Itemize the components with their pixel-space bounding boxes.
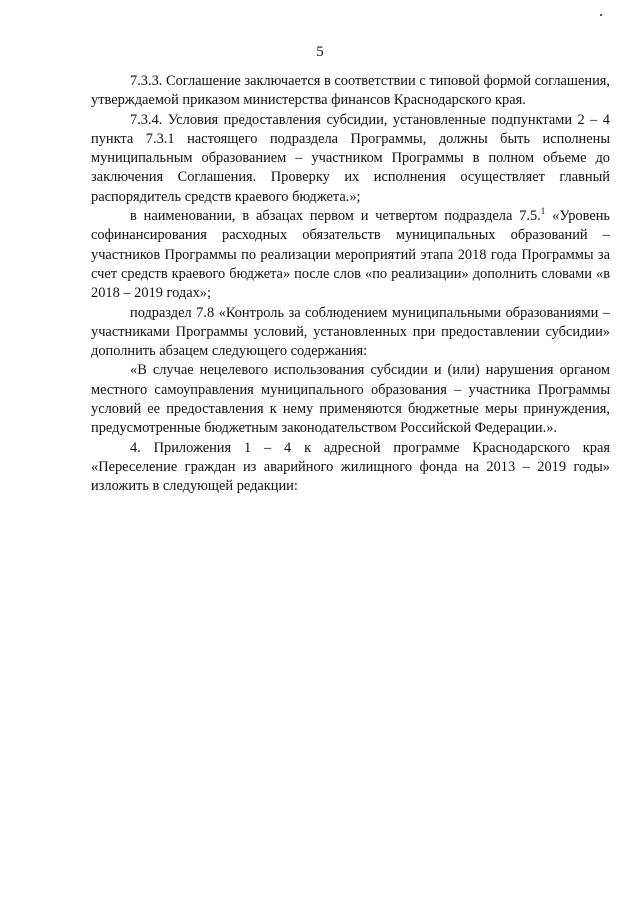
paragraph-v-sluchae: «В случае нецелевого использования субсидии и (или) нарушения органом местного самоуправления муниципального образования – участника Программы условий ее предоставления к нему применяются бюджетные меры принуждения, предусмотренные бюджетным законодательством Российской Федерации.».: [91, 362, 610, 437]
document-body: [91, 72, 610, 497]
paragraph-7-3-3: 7.3.3. Соглашение заключается в соответствии с типовой формой соглашения, утверждаемой приказом министерства финансов Краснодарского края.: [91, 73, 610, 109]
paragraph-naimenovanie-start: в наименовании, в абзацах первом и четвертом подраздела 7.5.: [130, 208, 541, 225]
paragraph-naimenovanie-end: «Уровень софинансирования расходных обязательств муниципальных образований – участников Программы по реализации мероприятий этапа 2018 года Программы за счет средств краевого бюджета» после слов «по реализации» дополнить словами «в 2018 – 2019 годах»;: [91, 208, 610, 302]
paragraph-naimenovanie: [91, 207, 610, 303]
paragraph-podrazdel-7-8: подраздел 7.8 «Контроль за соблюдением муниципальными образованиями – участниками Программы условий, установленных при предоставлении субсидии» дополнить абзацем следующего содержания:: [91, 304, 610, 360]
paragraph-7-3-4: 7.3.4. Условия предоставления субсидии, установленные подпунктами 2 – 4 пункта 7.3.1 настоящего подраздела Программы, должны быть исполнены муниципальным образованием – участником Программы в полном объеме до заключения Соглашения. Проверку их исполнения осуществляет главный распорядитель средств краевого бюджета.»;: [91, 111, 610, 205]
page-number: 5: [316, 44, 324, 60]
superscript-marker: 1: [540, 206, 546, 217]
scan-dot-mark: [600, 14, 602, 16]
paragraph-4-prilozheniya: 4. Приложения 1 – 4 к адресной программе Краснодарского края «Переселение граждан из аварийного жилищного фонда на 2013 – 2019 годы» изложить в следующей редакции:: [91, 439, 610, 495]
